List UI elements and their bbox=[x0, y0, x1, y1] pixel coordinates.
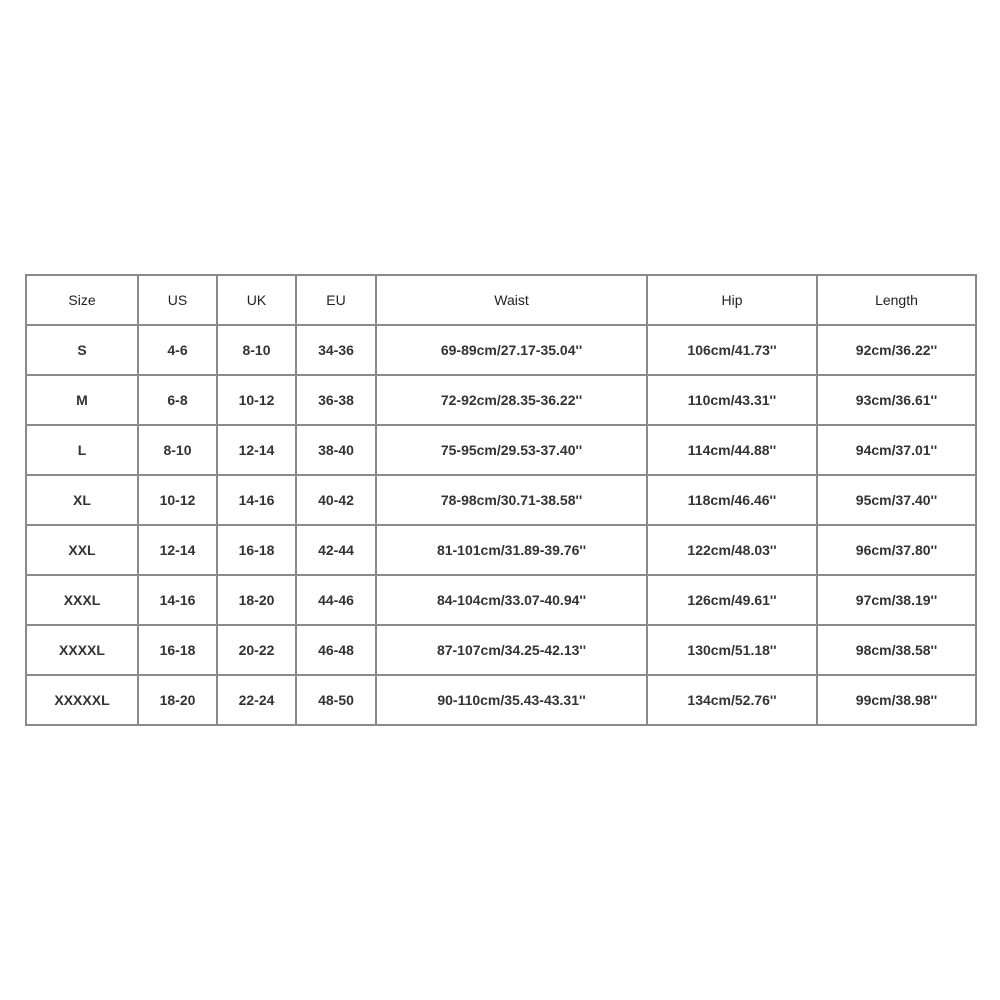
table-header-row bbox=[26, 275, 976, 325]
cell-hip: 122cm/48.03'' bbox=[647, 525, 817, 575]
table-row bbox=[26, 425, 976, 475]
cell-waist: 84-104cm/33.07-40.94'' bbox=[376, 575, 647, 625]
cell-eu: 34-36 bbox=[296, 325, 376, 375]
header-size: Size bbox=[26, 275, 138, 325]
header-us: US bbox=[138, 275, 217, 325]
cell-hip: 114cm/44.88'' bbox=[647, 425, 817, 475]
cell-uk: 14-16 bbox=[217, 475, 296, 525]
cell-eu: 38-40 bbox=[296, 425, 376, 475]
cell-size: S bbox=[26, 325, 138, 375]
table-row bbox=[26, 325, 976, 375]
cell-waist: 69-89cm/27.17-35.04'' bbox=[376, 325, 647, 375]
cell-us: 6-8 bbox=[138, 375, 217, 425]
cell-hip: 118cm/46.46'' bbox=[647, 475, 817, 525]
table-row bbox=[26, 375, 976, 425]
cell-us: 18-20 bbox=[138, 675, 217, 725]
cell-waist: 90-110cm/35.43-43.31'' bbox=[376, 675, 647, 725]
cell-length: 96cm/37.80'' bbox=[817, 525, 976, 575]
table-row bbox=[26, 575, 976, 625]
cell-us: 4-6 bbox=[138, 325, 217, 375]
cell-uk: 8-10 bbox=[217, 325, 296, 375]
cell-eu: 40-42 bbox=[296, 475, 376, 525]
table-row bbox=[26, 625, 976, 675]
cell-length: 98cm/38.58'' bbox=[817, 625, 976, 675]
header-uk: UK bbox=[217, 275, 296, 325]
cell-length: 92cm/36.22'' bbox=[817, 325, 976, 375]
cell-waist: 75-95cm/29.53-37.40'' bbox=[376, 425, 647, 475]
cell-length: 93cm/36.61'' bbox=[817, 375, 976, 425]
cell-hip: 110cm/43.31'' bbox=[647, 375, 817, 425]
cell-size: XXXXL bbox=[26, 625, 138, 675]
cell-uk: 10-12 bbox=[217, 375, 296, 425]
cell-size: M bbox=[26, 375, 138, 425]
table-row bbox=[26, 525, 976, 575]
cell-hip: 126cm/49.61'' bbox=[647, 575, 817, 625]
cell-uk: 18-20 bbox=[217, 575, 296, 625]
cell-eu: 42-44 bbox=[296, 525, 376, 575]
cell-waist: 87-107cm/34.25-42.13'' bbox=[376, 625, 647, 675]
cell-uk: 20-22 bbox=[217, 625, 296, 675]
cell-hip: 130cm/51.18'' bbox=[647, 625, 817, 675]
cell-uk: 12-14 bbox=[217, 425, 296, 475]
cell-eu: 48-50 bbox=[296, 675, 376, 725]
cell-us: 16-18 bbox=[138, 625, 217, 675]
size-chart-table bbox=[25, 274, 977, 726]
table-body bbox=[26, 325, 976, 725]
cell-length: 97cm/38.19'' bbox=[817, 575, 976, 625]
table-row bbox=[26, 475, 976, 525]
cell-uk: 16-18 bbox=[217, 525, 296, 575]
cell-us: 10-12 bbox=[138, 475, 217, 525]
header-length: Length bbox=[817, 275, 976, 325]
cell-size: XXXXXL bbox=[26, 675, 138, 725]
cell-length: 99cm/38.98'' bbox=[817, 675, 976, 725]
cell-length: 94cm/37.01'' bbox=[817, 425, 976, 475]
cell-waist: 81-101cm/31.89-39.76'' bbox=[376, 525, 647, 575]
cell-eu: 36-38 bbox=[296, 375, 376, 425]
cell-size: L bbox=[26, 425, 138, 475]
cell-size: XL bbox=[26, 475, 138, 525]
cell-us: 14-16 bbox=[138, 575, 217, 625]
cell-eu: 46-48 bbox=[296, 625, 376, 675]
header-hip: Hip bbox=[647, 275, 817, 325]
cell-waist: 72-92cm/28.35-36.22'' bbox=[376, 375, 647, 425]
cell-hip: 134cm/52.76'' bbox=[647, 675, 817, 725]
cell-hip: 106cm/41.73'' bbox=[647, 325, 817, 375]
cell-size: XXL bbox=[26, 525, 138, 575]
cell-waist: 78-98cm/30.71-38.58'' bbox=[376, 475, 647, 525]
header-waist: Waist bbox=[376, 275, 647, 325]
cell-uk: 22-24 bbox=[217, 675, 296, 725]
cell-length: 95cm/37.40'' bbox=[817, 475, 976, 525]
cell-us: 8-10 bbox=[138, 425, 217, 475]
cell-eu: 44-46 bbox=[296, 575, 376, 625]
table-row bbox=[26, 675, 976, 725]
cell-us: 12-14 bbox=[138, 525, 217, 575]
cell-size: XXXL bbox=[26, 575, 138, 625]
header-eu: EU bbox=[296, 275, 376, 325]
